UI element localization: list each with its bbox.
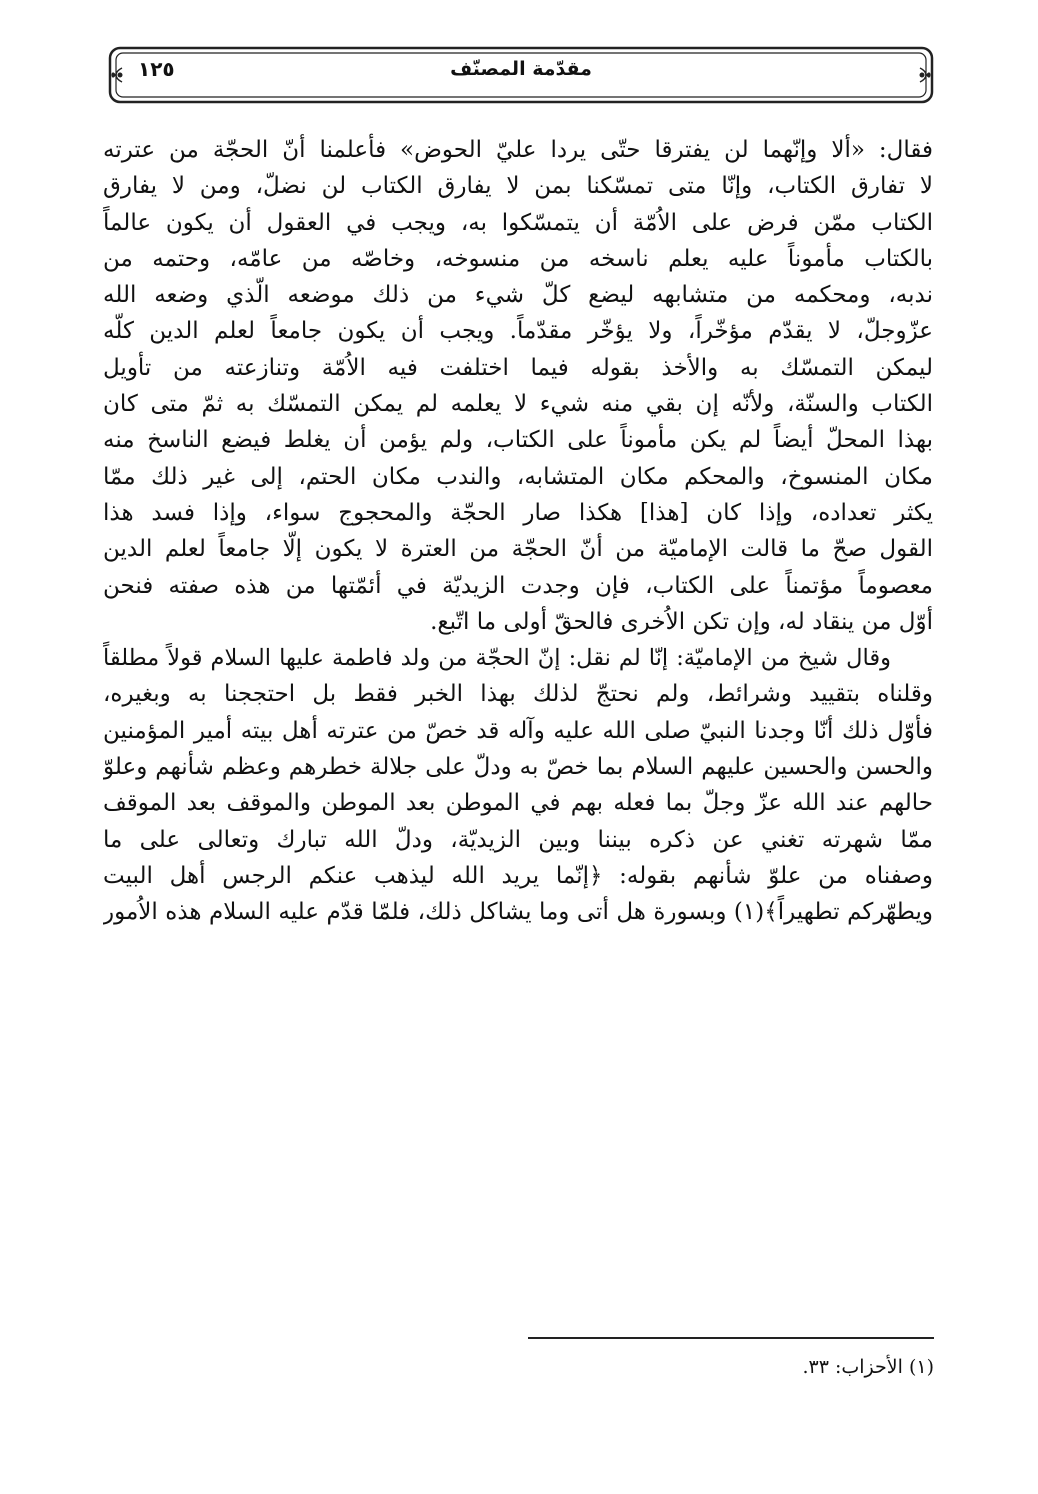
text-line: ندبه، ومحكمه من متشابهه ليضع كلّ شيء من ذلك موضعه الّذي وضعه الله bbox=[103, 282, 933, 309]
text-line: ممّا شهرته تغني عن ذكره بيننا وبين الزيديّة، ودلّ الله تبارك وتعالى على ما bbox=[103, 826, 933, 853]
text-line: بهذا المحلّ أيضاً لم يكن مأموناً على الكتاب، ولم يؤمن أن يغلط فيضع الناسخ منه bbox=[103, 427, 933, 454]
text-line: والحسن والحسين عليهم السلام بما خصّ به ودلّ على جلالة خطرهم وعظم شأنهم وعلوّ bbox=[103, 754, 933, 781]
page-number: ١٢٥ bbox=[138, 57, 175, 81]
text-line: أوّل من ينقاد له، وإن تكن الاُخرى فالحقّ أولى ما اتّبع. bbox=[430, 608, 933, 635]
text-line: الكتاب والسنّة، ولأنّه إن بقي منه شيء لا يعلمه لم يمكن التمسّك به ثمّ متى كان bbox=[103, 391, 933, 418]
text-line: وصفناه من علوّ شأنهم بقوله: ﴿إنّما يريد الله ليذهب عنكم الرجس أهل البيت bbox=[103, 862, 933, 889]
page-header bbox=[108, 46, 934, 104]
text-line: ويطهّركم تطهيراً﴾(١) وبسورة هل أتى وما يشاكل ذلك، فلمّا قدّم عليه السلام هذه الاُمور bbox=[103, 899, 933, 926]
text-line: القول صحّ ما قالت الإماميّة من أنّ الحجّة من العترة لا يكون إلّا جامعاً لعلم الدين bbox=[103, 536, 933, 563]
text-line: عزّوجلّ، لا يقدّم مؤخّراً، ولا يؤخّر مقدّماً. ويجب أن يكون جامعاً لعلم الدين كلّه bbox=[103, 318, 933, 345]
text-line: الكتاب ممّن فرض على الاُمّة أن يتمسّكوا به، ويجب في العقول أن يكون عالماً bbox=[103, 209, 933, 236]
text-line: حالهم عند الله عزّ وجلّ بما فعله بهم في الموطن بعد الموطن والموقف بعد الموقف bbox=[103, 790, 933, 817]
footnote: (١) الأحزاب: ٣٣. bbox=[802, 1356, 934, 1378]
text-line: وقال شيخ من الإماميّة: إنّا لم نقل: إنّ الحجّة من ولد فاطمة عليها السلام قولاً مطلقاً bbox=[103, 645, 891, 672]
text-line: وقلناه بتقييد وشرائط، ولم نحتجّ لذلك بهذا الخبر فقط بل احتججنا به وبغيره، bbox=[103, 681, 933, 708]
text-line: ليمكن التمسّك به والأخذ بقوله فيما اختلفت فيه الاُمّة وتنازعته من تأويل bbox=[103, 354, 933, 381]
text-line: مكان المنسوخ، والمحكم مكان المتشابه، والندب مكان الحتم، إلى غير ذلك ممّا bbox=[103, 463, 933, 490]
text-line: فقال: «ألا وإنّهما لن يفترقا حتّى يردا عليّ الحوض» فأعلمنا أنّ الحجّة من عترته bbox=[103, 137, 933, 163]
main-text bbox=[103, 132, 933, 931]
running-title: مقدّمة المصنّف bbox=[450, 58, 592, 80]
text-line: معصوماً مؤتمناً على الكتاب، فإن وجدت الزيديّة في أئمّتها من هذه صفته فنحن bbox=[103, 572, 933, 599]
footnote-separator bbox=[528, 1337, 934, 1339]
text-line: فأوّل ذلك أنّا وجدنا النبيّ صلى الله عليه وآله قد خصّ من عترته أهل بيته أمير المؤمنين bbox=[103, 717, 933, 744]
text-line: يكثر تعداده، وإذا كان [هذا] هكذا صار الحجّة والمحجوج سواء، وإذا فسد هذا bbox=[103, 499, 933, 526]
text-line: بالكتاب مأموناً عليه يعلم ناسخه من منسوخه، وخاصّه من عامّه، وحتمه من bbox=[103, 245, 933, 272]
text-line: لا تفارق الكتاب، وإنّا متى تمسّكنا بمن لا يفارق الكتاب لن نضلّ، ومن لا يفارق bbox=[103, 173, 933, 200]
